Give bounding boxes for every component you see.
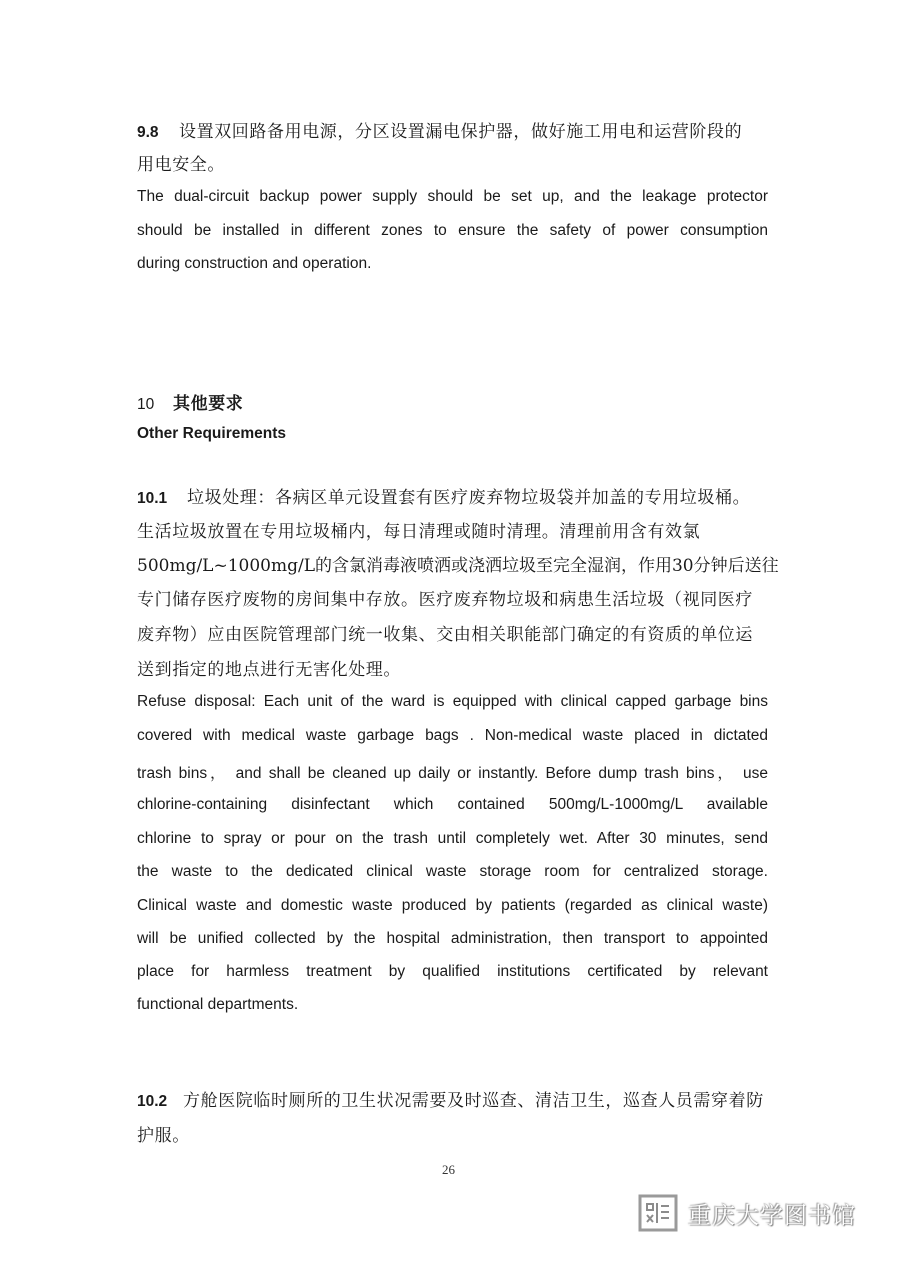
section-title-cn: 其他要求 <box>173 394 244 414</box>
section-title-en: Other Requirements <box>137 425 287 442</box>
watermark-text: 重庆大学图书馆 <box>688 1202 856 1229</box>
en-line: covered with medical waste garbage bags . Non-medical waste placed in dictated <box>137 727 768 744</box>
library-watermark <box>638 1194 856 1232</box>
cn-line: 用电安全。 <box>137 155 225 175</box>
en-line: place for harmless treatment by qualified institutions certificated by relevant <box>137 963 768 980</box>
en-line: the waste to the dedicated clinical waste storage room for centralized storage. <box>137 863 768 880</box>
en-line: chlorine-containing disinfectant which contained 500mg/L-1000mg/L available <box>137 796 768 813</box>
en-line: functional departments. <box>137 996 299 1013</box>
section-10-2-first-line <box>137 1086 797 1111</box>
en-line: during construction and operation. <box>137 255 372 272</box>
section-number: 9.8 <box>137 124 159 141</box>
cn-line: 废弃物）应由医院管理部门统一收集、交由相关职能部门确定的有资质的单位运 <box>137 625 753 645</box>
section-9-8 <box>137 117 777 175</box>
cn-line: 500mg/L~1000mg/L的含氯消毒液喷洒或浇洒垃圾至完全湿润，作用30分钟后送往 <box>137 556 779 576</box>
section-number: 10.2 <box>137 1093 168 1110</box>
en-line: Refuse disposal: Each unit of the ward is equipped with clinical capped garbage bins <box>137 693 768 710</box>
page-number: 26 <box>442 1162 455 1177</box>
en-line: should be installed in different zones to ensure the safety of power consumption <box>137 222 768 239</box>
en-line: trash bins， and shall be cleaned up daily or instantly. Before dump trash bins， use <box>137 765 768 782</box>
cn-line: 方舱医院临时厕所的卫生状况需要及时巡查、清洁卫生，巡查人员需穿着防 <box>183 1091 764 1111</box>
en-line: The dual-circuit backup power supply should be set up, and the leakage protector <box>137 188 768 205</box>
section-number: 10.1 <box>137 490 168 507</box>
en-line: will be unified collected by the hospital administration, then transport to appointed <box>137 930 768 947</box>
cn-line: 设置双回路备用电源，分区设置漏电保护器，做好施工用电和运营阶段的 <box>179 122 743 142</box>
en-line: Clinical waste and domestic waste produced by patients (regarded as clinical waste) <box>137 897 768 914</box>
cn-line: 垃圾处理：各病区单元设置套有医疗废弃物垃圾袋并加盖的专用垃圾桶。 <box>187 488 751 508</box>
cn-line: 生活垃圾放置在专用垃圾桶内，每日清理或随时清理。清理前用含有效氯 <box>137 522 701 542</box>
section-number: 10 <box>137 396 155 413</box>
en-line: chlorine to spray or pour on the trash until completely wet. After 30 minutes, send <box>137 830 768 847</box>
cn-line: 护服。 <box>137 1126 190 1146</box>
cn-line: 送到指定的地点进行无害化处理。 <box>137 660 401 680</box>
cn-line: 专门储存医疗废物的房间集中存放。医疗废弃物垃圾和病患生活垃圾（视同医疗 <box>137 590 753 610</box>
section-10-heading <box>137 389 243 414</box>
section-10-1-first-line <box>137 483 777 508</box>
library-seal-icon <box>638 1194 678 1232</box>
